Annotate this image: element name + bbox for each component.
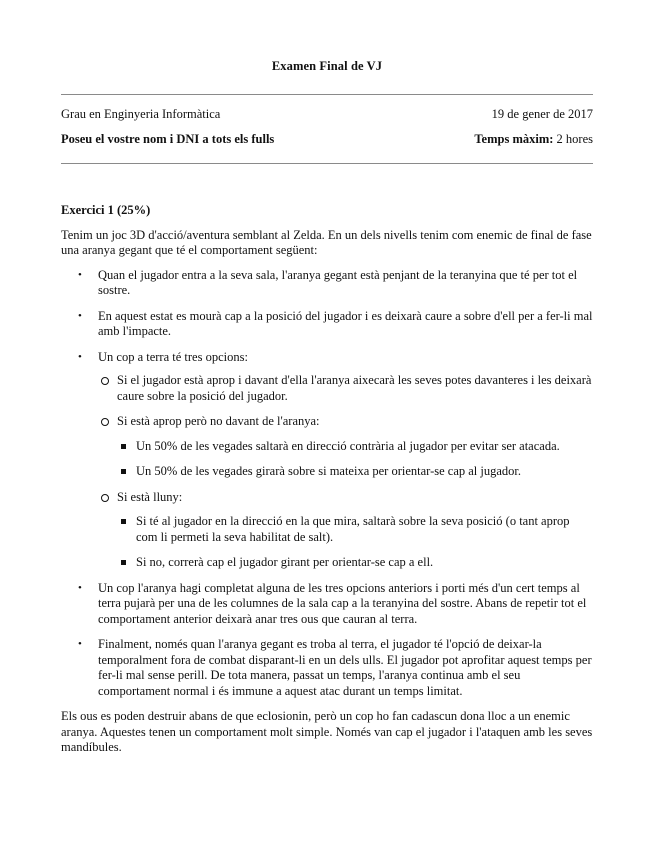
sub-sub-list-item-text: Si té al jugador en la direcció en la que mira, saltarà sobre la seva posició (o tant aprop com li permeti la seva habilitat de salt).: [136, 514, 570, 544]
hollow-circle-bullet-icon: [101, 494, 109, 502]
sub-sub-list-item-text: Si no, correrà cap el jugador girant per orientar-se cap a ell.: [136, 555, 434, 569]
sub-sub-list-item: [117, 514, 593, 545]
sub-list-item-text: Si el jugador està aprop i davant d'ella l'aranya aixecarà les seves potes davanteres i les deixarà caure sobre la posició del jugador.: [117, 373, 592, 403]
sub-list-item-text: Si està aprop però no davant de l'aranya:: [117, 414, 320, 428]
sub-sub-list-item: [117, 439, 593, 455]
list-item-text: Quan el jugador entra a la seva sala, l'aranya gegant està penjant de la teranyina que té per tot el sostre.: [98, 267, 578, 297]
sub-sub-list-item: [117, 555, 593, 571]
sub-list-item: [98, 373, 593, 404]
list-item: [61, 581, 593, 628]
list-item: [61, 637, 593, 699]
exercise-intro: Tenim un joc 3D d'acció/aventura semblant al Zelda. En un dels nivells tenim com enemic de final de fase una aranya gegant que té el comportament següent:: [61, 227, 592, 257]
sub-sub-list-item-text: Un 50% de les vegades saltarà en direcció contrària al jugador per evitar ser atacada.: [136, 438, 560, 453]
time-limit-value: 2 hores: [553, 132, 593, 146]
bullet-icon: •: [78, 309, 82, 322]
bullet-icon: •: [78, 581, 82, 594]
square-bullet-icon: [121, 469, 126, 474]
list-item: [61, 350, 593, 571]
list-item: [61, 268, 593, 299]
behavior-list: [61, 268, 593, 700]
sub-list-item: [98, 490, 593, 571]
square-bullet-icon: [121, 519, 126, 524]
header-instruction-row: [61, 132, 593, 147]
bullet-icon: •: [78, 638, 82, 650]
bullet-icon: •: [78, 268, 82, 281]
header-info-row: [61, 107, 593, 122]
square-bullet-icon: [121, 560, 126, 565]
degree-name: Grau en Enginyeria Informàtica: [61, 107, 221, 121]
bottom-divider: [61, 163, 593, 164]
list-item-text: Un cop l'aranya hagi completat alguna de les tres opcions anteriors i porti més d'un cert temps al terra pujarà per una de les columnes de la sala cap a la teranyina del sostre. Abans de repetir tot el comportament anterior deixarà anar tres ous que cauran al terra.: [98, 580, 587, 626]
sub-sub-list-item-text: Un 50% de les vegades girarà sobre si mateixa per orientar-se cap al jugador.: [136, 464, 522, 478]
name-instruction: Poseu el vostre nom i DNI a tots els fulls: [61, 132, 275, 146]
list-item-text: En aquest estat es mourà cap a la posició del jugador i es deixarà caure a sobre d'ell per a fer-li mal amb l'impacte.: [98, 308, 593, 338]
near-not-front-list: [117, 439, 593, 480]
square-bullet-icon: [121, 444, 126, 449]
exercise-section: [61, 203, 593, 765]
list-item-text: Un cop a terra té tres opcions:: [98, 349, 248, 364]
hollow-circle-bullet-icon: [101, 377, 109, 385]
exercise-heading: Exercici 1 (25%): [61, 203, 151, 217]
document-title: Examen Final de VJ: [271, 59, 383, 73]
sub-list-item-text: Si està lluny:: [117, 489, 183, 504]
sub-list-item: [98, 414, 593, 480]
list-item-text: Finalment, només quan l'aranya gegant es troba al terra, el jugador té l'opció de deixar-la temporalment fora de combat disparant-li en un dels ulls. El jugador pot aprofitar aquest temps per fer-li mal sense perill. De tota manera, passat un temps, l'aranya continua amb el seu comportament normal i és immune a aquest atac durant un temps limitat.: [98, 637, 592, 698]
sub-sub-list-item: [117, 464, 593, 480]
time-limit: [474, 132, 593, 147]
hollow-circle-bullet-icon: [101, 418, 109, 426]
bullet-icon: •: [78, 350, 82, 363]
ground-options-list: [98, 373, 593, 571]
closing-paragraph: Els ous es poden destruir abans de que eclosionin, però un cop ho fan cadascun dona lloc a un enemic aranya. Aquestes tenen un comportament molt simple. Només van cap el jugador i l'ataquen amb les seves mandíbules.: [61, 709, 593, 754]
time-limit-label: Temps màxim:: [474, 132, 554, 146]
exam-date: 19 de gener de 2017: [491, 107, 593, 121]
top-divider: [61, 94, 593, 95]
far-list: [117, 514, 593, 571]
list-item: [61, 309, 593, 340]
